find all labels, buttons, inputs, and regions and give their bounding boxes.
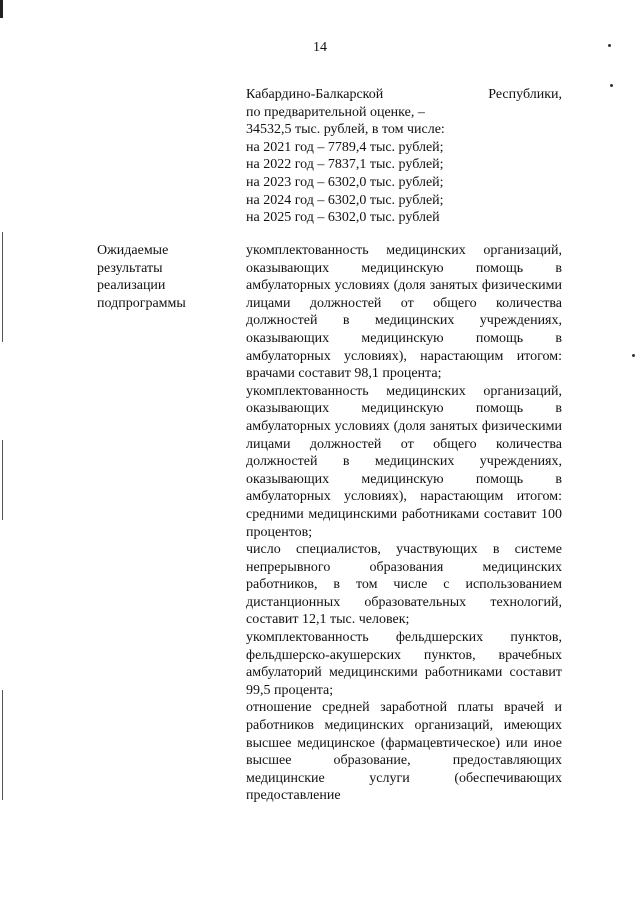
result-item: число специалистов, участвующих в системе непрерывного образования медицинских работников, в том числе с использованием дистанционных образовательных технологий, составит 12,1 тыс. человек; — [246, 542, 562, 628]
scan-speck — [610, 84, 613, 87]
scan-speck — [632, 354, 635, 357]
section-label-line: подпрограммы — [97, 295, 186, 311]
page-number: 14 — [313, 40, 327, 55]
result-item: отношение средней заработной платы врачей и работников медицинских организаций, имеющих высшее медицинское (фармацевтическое) или иное высшее образование, предоставляющих медицинские услуги (обеспечивающих предоставление — [246, 700, 562, 804]
section-label-line: результаты — [97, 260, 163, 276]
funding-republic: Республики, — [488, 87, 562, 102]
funding-line: на 2022 год – 7837,1 тыс. рублей; — [246, 157, 444, 173]
funding-line-first — [246, 86, 562, 104]
funding-line: по предварительной оценке, – — [246, 104, 425, 120]
section-label-line: реализации — [97, 278, 166, 294]
funding-region: Кабардино-Балкарской — [246, 87, 384, 102]
scan-edge-mark — [0, 0, 3, 18]
funding-line: на 2025 год – 6302,0 тыс. рублей — [246, 210, 440, 226]
scan-edge-mark — [2, 440, 3, 520]
result-item: укомплектованность медицинских организаций, оказывающих медицинскую помощь в амбулаторных условиях (доля занятых физическими лицами должностей от общего количества должностей в медицинских учреждениях, оказывающих медицинскую помощь в амбулаторных условиях), нарастающим итогом: средними медицинскими работниками составит 100 процентов; — [246, 383, 562, 540]
funding-line: 34532,5 тыс. рублей, в том числе: — [246, 122, 445, 138]
result-item: укомплектованность фельдшерских пунктов, фельдшерско-акушерских пунктов, врачебных амбулаторий медицинскими работниками составит 99,5 процента; — [246, 630, 562, 698]
scan-edge-mark — [2, 690, 3, 800]
section-label — [97, 242, 217, 312]
section-label-line: Ожидаемые — [97, 243, 169, 258]
funding-line: на 2023 год – 6302,0 тыс. рублей; — [246, 174, 444, 190]
scan-edge-mark — [2, 232, 3, 342]
result-item: укомплектованность медицинских организаций, оказывающих медицинскую помощь в амбулаторных условиях (доля занятых физическими лицами должностей от общего количества должностей в медицинских учреждениях, оказывающих медицинскую помощь в амбулаторных условиях), нарастающим итогом: врачами составит 98,1 процента; — [246, 243, 562, 382]
funding-line: на 2021 год – 7789,4 тыс. рублей; — [246, 139, 444, 155]
funding-line: на 2024 год – 6302,0 тыс. рублей; — [246, 192, 444, 208]
expected-results — [246, 242, 562, 805]
funding-block — [246, 86, 562, 227]
